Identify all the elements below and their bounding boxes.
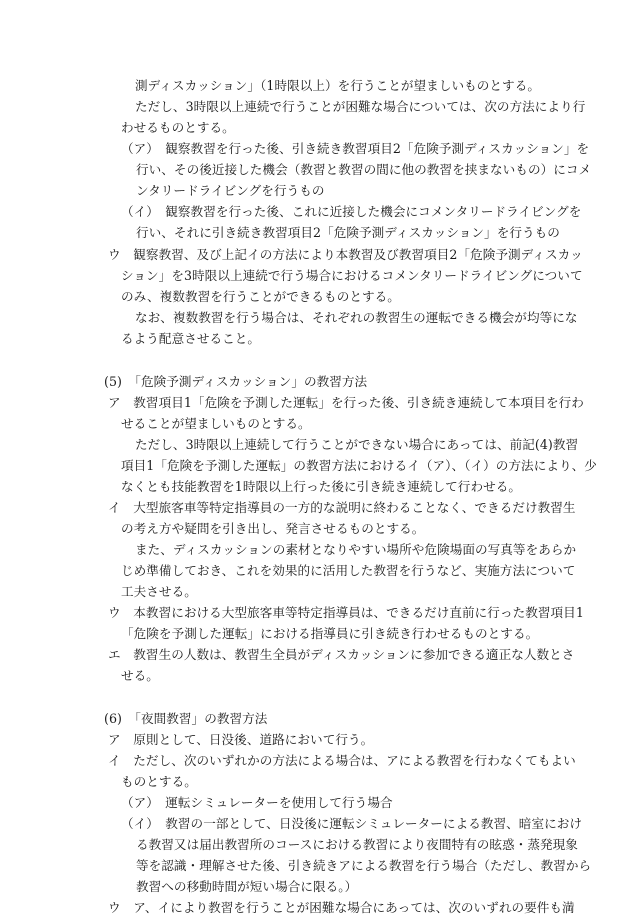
text-line: せることが望ましいものとする。	[121, 416, 311, 431]
text-line: イ ただし、次のいずれかの方法による場合は、アによる教習を行わなくてもよい	[108, 753, 576, 768]
text-line: （イ） 教習の一部として、日没後に運転シミュレーターによる教習、暗室におけ	[121, 816, 583, 831]
text-line: せる。	[121, 668, 159, 683]
text-line: （ア） 観察教習を行った後、引き続き教習項目2「危険予測ディスカッション」を	[121, 141, 590, 156]
text-line: 行い、その後近接した機会（教習と教習の間に他の教習を挟まないもの）にコメ	[136, 162, 592, 177]
text-line: なお、複数教習を行う場合は、それぞれの教習生の運転できる機会が均等にな	[135, 310, 578, 325]
text-line: 等を認識・理解させた後、引き続きアによる教習を行う場合（ただし、教習から	[136, 858, 592, 873]
text-line: ア 原則として、日没後、道路において行う。	[108, 732, 374, 747]
text-line: ただし、3時限以上連続で行うことが困難な場合については、次の方法により行	[135, 99, 586, 114]
text-line: ション」を3時限以上連続で行う場合におけるコメンタリードライビングについて	[121, 268, 583, 283]
text-line: ウ ア、イにより教習を行うことが困難な場合にあっては、次のいずれの要件も満	[108, 900, 575, 915]
text-line: （イ） 観察教習を行った後、これに近接した機会にコメンタリードライビングを	[121, 204, 582, 219]
text-line: （ア） 運転シミュレーターを使用して行う場合	[121, 795, 393, 810]
text-line: じめ準備しておき、これを効果的に活用した教習を行うなど、実施方法について	[121, 563, 576, 578]
text-line: るよう配意させること。	[121, 331, 261, 346]
text-line: わせるものとする。	[121, 120, 235, 135]
text-line: ものとする。	[121, 774, 197, 789]
text-line: の考え方や疑問を引き出し、発言させるものとする。	[121, 521, 425, 536]
text-line: ア 教習項目1「危険を予測した運転」を行った後、引き続き連続して本項目を行わ	[108, 395, 584, 410]
text-line: エ 教習生の人数は、教習生全員がディスカッションに参加できる適正な人数とさ	[108, 647, 575, 662]
section-heading: (5) 「危険予測ディスカッション」の教習方法	[104, 374, 368, 389]
text-line: 行い、それに引き続き教習項目2「危険予測ディスカッション」を行うもの	[136, 225, 560, 240]
text-line: ただし、3時限以上連続して行うことができない場合にあっては、前記(4)教習	[135, 437, 579, 452]
text-line: る教習又は届出教習所のコースにおける教習により夜間特有の眩惑・蒸発現象	[136, 837, 578, 852]
text-line: ウ 観察教習、及び上記イの方法により本教習及び教習項目2「危険予測ディスカッ	[108, 247, 583, 262]
text-line: なくとも技能教習を1時限以上行った後に引き続き連続して行わせる。	[121, 479, 522, 494]
section-heading: (6) 「夜間教習」の教習方法	[104, 711, 268, 726]
text-line: イ 大型旅客車等特定指導員の一方的な説明に終わることなく、できるだけ教習生	[108, 500, 576, 515]
text-line: のみ、複数教習を行うことができるものとする。	[121, 289, 400, 304]
text-line: 工夫させる。	[121, 584, 197, 599]
text-line: 「危険を予測した運転」における指導員に引き続き行わせるものとする。	[121, 626, 539, 641]
text-line: ウ 本教習における大型旅客車等特定指導員は、できるだけ直前に行った教習項目1	[108, 605, 584, 620]
text-line: また、ディスカッションの素材となりやすい場所や危険場面の写真等をあらか	[135, 542, 577, 557]
text-line: ンタリードライビングを行うもの	[136, 183, 325, 198]
text-line: 測ディスカッション」（1時限以上）を行うことが望ましいものとする。	[135, 78, 540, 93]
text-line: 項目1「危険を予測した運転」の教習方法におけるイ（ア）、（イ）の方法により、少	[121, 458, 597, 473]
text-line: 教習への移動時間が短い場合に限る。）	[136, 879, 358, 894]
